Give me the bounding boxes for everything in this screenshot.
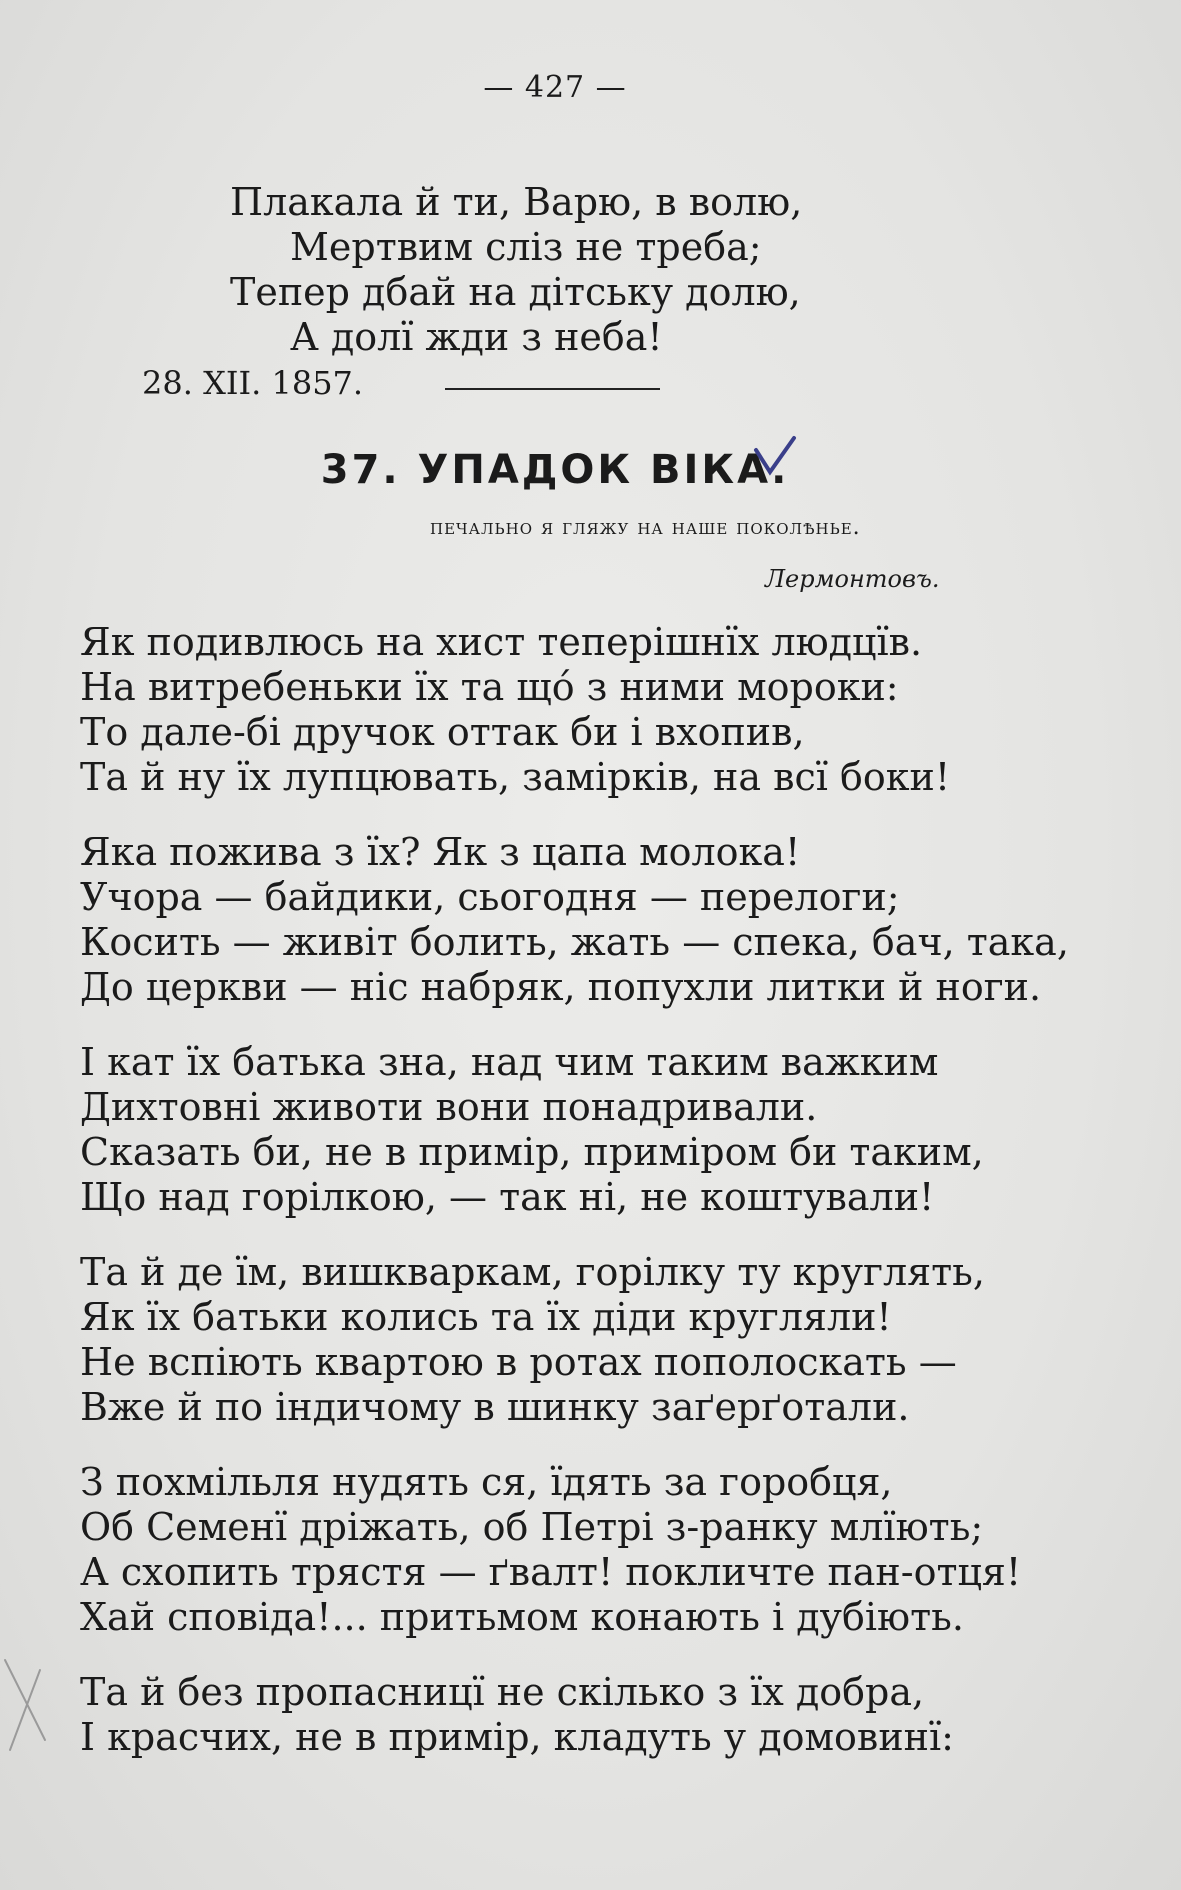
verse-line: Та й де їм, вишкваркам, горілку ту круглять, xyxy=(80,1250,985,1294)
verse-line: А долї жди з неба! xyxy=(290,315,663,359)
verse-line: Як їх батьки колись та їх діди кругляли! xyxy=(80,1295,892,1339)
verse-line: Дихтовні животи вони понадривали. xyxy=(80,1085,818,1129)
verse-line: На витребеньки їх та щó з ними мороки: xyxy=(80,665,899,709)
section-divider xyxy=(445,388,660,390)
verse-line: То дале-бі дручок оттак би і вхопив, xyxy=(80,710,805,754)
verse-line: І красчих, не в примір, кладуть у домовинї: xyxy=(80,1715,954,1759)
stanza xyxy=(80,620,1080,800)
verse-line: Учора — байдики, сьогодня — перелоги; xyxy=(80,875,900,919)
verse-line: Не вспіють квартою в ротах пополоскать — xyxy=(80,1340,957,1384)
verse-line: А схопить трястя — ґвалт! покличте пан-отця! xyxy=(80,1550,1022,1594)
verse-line: Яка пожива з їх? Як з цапа молока! xyxy=(80,830,801,874)
margin-pencil-mark-icon xyxy=(0,1650,60,1770)
closing-stanza-previous-poem xyxy=(230,180,802,360)
page-number: — 427 — xyxy=(483,70,627,105)
verse-line: Об Семенї дріжать, об Петрі з-ранку млїють; xyxy=(80,1505,984,1549)
verse-line: Косить — живіт болить, жать — спека, бач, така, xyxy=(80,920,1069,964)
date-row xyxy=(142,364,660,402)
verse-line: Як подивлюсь на хист теперішнїх людцїв. xyxy=(80,620,923,664)
stanza xyxy=(80,1250,1080,1430)
verse-line: Плакала й ти, Варю, в волю, xyxy=(230,180,803,224)
verse-line: З похмільля нудять ся, їдять за горобця, xyxy=(80,1460,893,1504)
stanza xyxy=(80,830,1080,1010)
epigraph: печально я гляжу на наше поколѣнье. xyxy=(430,515,861,540)
verse-line: Сказать би, не в примір, приміром би таким, xyxy=(80,1130,984,1174)
pen-checkmark-icon xyxy=(750,432,800,482)
verse-line: Тепер дбай на дітську долю, xyxy=(230,270,801,314)
epigraph-author: Лермонтовъ. xyxy=(765,565,940,593)
verse-line: Що над горілкою, — так ні, не коштували! xyxy=(80,1175,935,1219)
verse-line: Мертвим сліз не треба; xyxy=(290,225,762,269)
verse-line: Хай сповіда!... притьмом конають і дубіють. xyxy=(80,1595,964,1639)
poem-body xyxy=(80,620,1080,1790)
verse-line: Вже й по індичому в шинку заґерґотали. xyxy=(80,1385,910,1429)
stanza xyxy=(80,1670,1080,1760)
verse-line: Та й ну їх лупцювать, замірків, на всї боки! xyxy=(80,755,951,799)
poem-date: 28. XII. 1857. xyxy=(142,364,364,402)
verse-line: До церкви — ніс набряк, попухли литки й ноги. xyxy=(80,965,1042,1009)
verse-line: Та й без пропасницї не скілько з їх добра, xyxy=(80,1670,925,1714)
stanza xyxy=(80,1040,1080,1220)
verse-line: І кат їх батька зна, над чим таким важким xyxy=(80,1040,939,1084)
poem-title: 37. УПАДОК ВІКА. xyxy=(320,447,790,493)
stanza xyxy=(80,1460,1080,1640)
